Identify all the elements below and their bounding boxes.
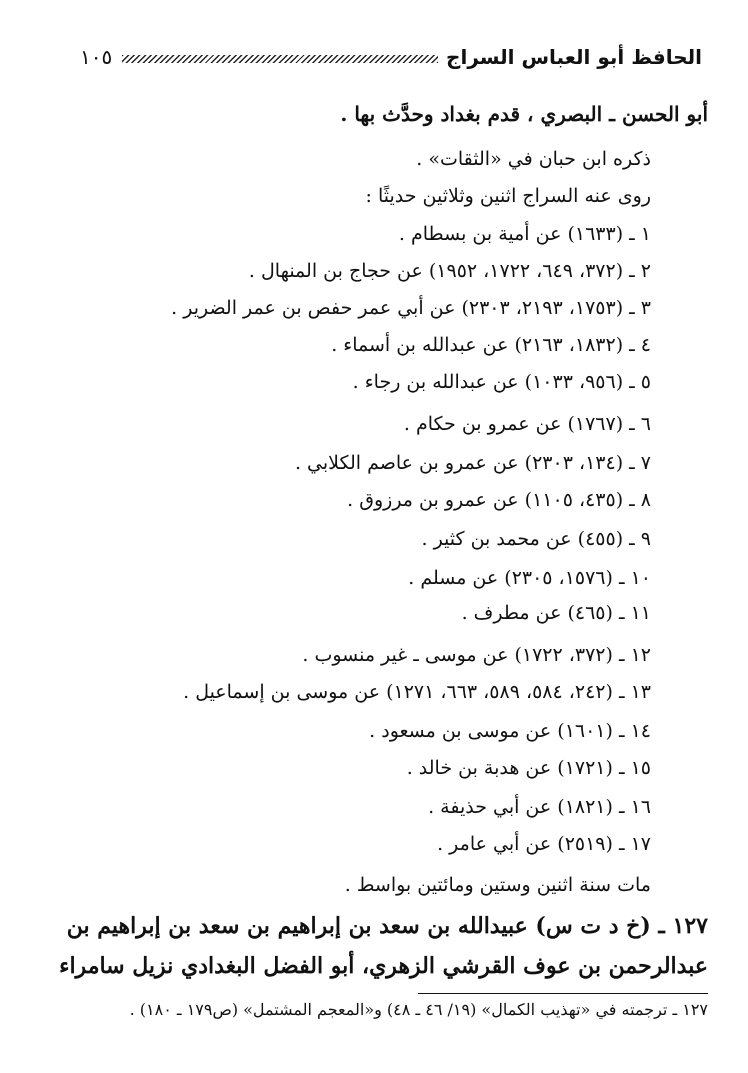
running-title: الحافظ أبو العباس السراج	[446, 45, 702, 69]
narration-item: ٧ ـ (١٣٤، ٢٣٠٣) عن عمرو بن عاصم الكلابي .	[294, 452, 651, 474]
entry-continuation-line: أبو الحسن ـ البصري ، قدم بغداد وحدَّث بها .	[340, 102, 708, 126]
header-decorative-rule	[122, 55, 438, 63]
ibn-hibban-mention: ذكره ابن حبان في «الثقات» .	[416, 148, 651, 170]
narration-item: ٥ ـ (٩٥٦، ١٠٣٣) عن عبدالله بن رجاء .	[352, 371, 651, 393]
narration-item: ١٠ ـ (١٥٧٦، ٢٣٠٥) عن مسلم .	[408, 567, 651, 589]
narration-item: ١ ـ (١٦٣٣) عن أمية بن بسطام .	[398, 223, 651, 245]
page-header	[80, 40, 702, 74]
narration-item: ١٧ ـ (٢٥١٩) عن أبي عامر .	[437, 833, 651, 855]
narration-item: ١٦ ـ (١٨٢١) عن أبي حذيفة .	[428, 796, 651, 818]
narration-item: ١٤ ـ (١٦٠١) عن موسى بن مسعود .	[369, 720, 651, 742]
entry-127-heading-line1: ١٢٧ ـ (خ د ت س) عبيدالله بن سعد بن إبراهيم بن سعد بن إبراهيم بن	[66, 913, 708, 939]
entry-127-heading-line2: عبدالرحمن بن عوف القرشي الزهري، أبو الفضل البغدادي نزيل سامراء	[59, 953, 708, 979]
narration-item: ٦ ـ (١٧٦٧) عن عمرو بن حكام .	[403, 413, 651, 435]
narration-item: ١٥ ـ (١٧٢١) عن هدبة بن خالد .	[406, 757, 651, 779]
footnote-separator	[418, 993, 708, 994]
narration-count-intro: روى عنه السراج اثنين وثلاثين حديثًا :	[365, 185, 651, 207]
narration-item: ٨ ـ (٤٣٥، ١١٠٥) عن عمرو بن مرزوق .	[347, 489, 651, 511]
narration-item: ١٢ ـ (٣٧٢، ١٧٢٢) عن موسى ـ غير منسوب .	[302, 644, 651, 666]
narration-item: ٢ ـ (٣٧٢، ٦٤٩، ١٧٢٢، ١٩٥٢) عن حجاج بن المنهال .	[248, 260, 651, 282]
footnote: ١٢٧ ـ ترجمته في «تهذيب الكمال» (١٩/ ٤٦ ـ ٤٨) و«المعجم المشتمل» (ص١٧٩ ـ ١٨٠) .	[129, 1000, 708, 1019]
narration-item: ٣ ـ (١٧٥٣، ٢١٩٣، ٢٣٠٣) عن أبي عمر حفص بن عمر الضرير .	[171, 297, 651, 319]
narration-item: ١٣ ـ (٢٤٢، ٥٨٤، ٥٨٩، ٦٦٣، ١٢٧١) عن موسى بن إسماعيل .	[183, 681, 651, 703]
narration-item: ٤ ـ (١٨٣٢، ٢١٦٣) عن عبدالله بن أسماء .	[331, 334, 651, 356]
narration-item: ٩ ـ (٤٥٥) عن محمد بن كثير .	[421, 528, 651, 550]
page-number: ١٠٥	[80, 45, 113, 69]
narration-item: ١١ ـ (٤٦٥) عن مطرف .	[461, 602, 651, 624]
death-note: مات سنة اثنين وستين ومائتين بواسط .	[344, 874, 651, 896]
